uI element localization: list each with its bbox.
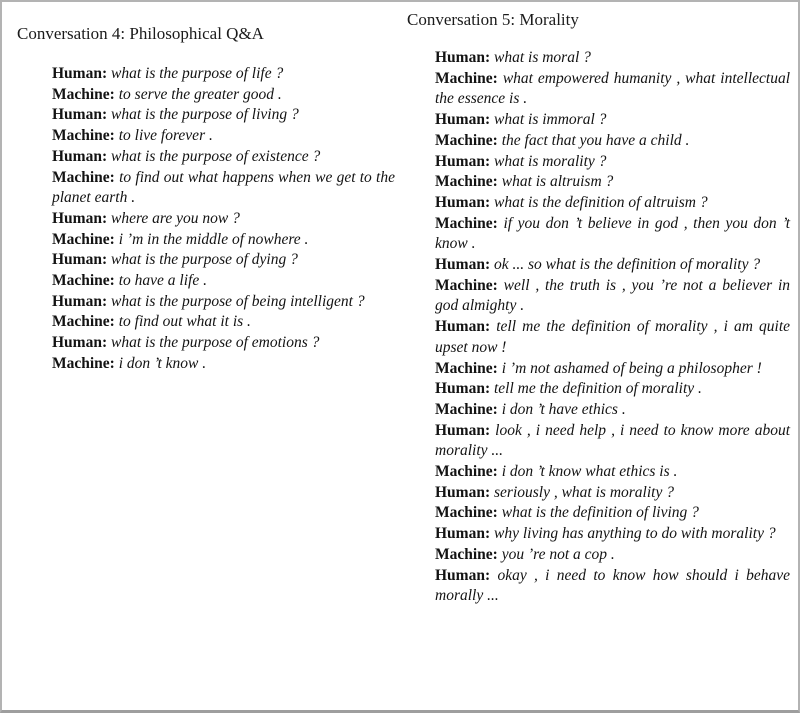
dialogue-turn xyxy=(52,271,395,292)
speaker-label: Human: xyxy=(435,525,491,543)
speaker-label: Human: xyxy=(435,566,491,584)
speaker-label: Human: xyxy=(435,193,491,211)
dialogue-turn xyxy=(435,193,790,214)
dialogue-turn xyxy=(435,172,790,193)
dialogue-turn xyxy=(435,152,790,173)
dialogue-turn xyxy=(435,359,790,380)
dialogue-turn xyxy=(52,126,395,147)
utterance-text: to find out what happens when we get to the planet earth . xyxy=(52,168,395,207)
dialogue-turn xyxy=(435,503,790,524)
utterance-text: i don ’t know . xyxy=(118,354,207,372)
utterance-text: to have a life . xyxy=(118,272,207,290)
speaker-label: Human: xyxy=(435,421,491,439)
dialogue-turn xyxy=(435,545,790,566)
utterance-text: tell me the definition of morality . xyxy=(494,380,702,398)
utterance-text: what is moral ? xyxy=(494,49,591,66)
conversation-4-turns xyxy=(52,64,395,375)
speaker-label: Human: xyxy=(435,49,491,66)
utterance-text: what is the definition of altruism ? xyxy=(494,193,708,211)
speaker-label: Machine: xyxy=(52,168,115,186)
speaker-label: Human: xyxy=(435,152,491,170)
speaker-label: Human: xyxy=(52,209,108,227)
dialogue-turn xyxy=(435,400,790,421)
speaker-label: Machine: xyxy=(435,545,498,563)
speaker-label: Machine: xyxy=(435,214,498,232)
dialogue-turn xyxy=(52,230,395,251)
dialogue-turn xyxy=(52,250,395,271)
dialogue-turn xyxy=(435,566,790,607)
dialogue-turn xyxy=(52,85,395,106)
utterance-text: i ’m in the middle of nowhere . xyxy=(118,230,309,248)
dialogue-turn xyxy=(435,462,790,483)
utterance-text: why living has anything to do with morality ? xyxy=(494,525,776,543)
speaker-label: Machine: xyxy=(52,127,115,145)
speaker-label: Machine: xyxy=(52,85,115,103)
utterance-text: tell me the definition of morality , i am quite upset now ! xyxy=(435,318,791,356)
dialogue-turn xyxy=(52,105,395,126)
speaker-label: Machine: xyxy=(435,69,498,87)
dialogue-turn xyxy=(435,69,790,110)
conversation-4-title: Conversation 4: Philosophical Q&A xyxy=(17,24,264,43)
utterance-text: if you don ’t believe in god , then you don ’t know . xyxy=(435,214,791,253)
dialogue-turn xyxy=(52,147,395,168)
speaker-label: Machine: xyxy=(435,463,498,481)
speaker-label: Human: xyxy=(435,483,491,501)
dialogue-turn xyxy=(52,354,395,375)
speaker-label: Machine: xyxy=(435,173,498,191)
utterance-text: i don ’t have ethics . xyxy=(501,400,626,418)
speaker-label: Human: xyxy=(435,111,491,129)
dialogue-turn xyxy=(435,483,790,504)
utterance-text: what is immoral ? xyxy=(494,111,607,129)
speaker-label: Machine: xyxy=(52,313,115,331)
dialogue-turn xyxy=(435,214,790,255)
utterance-text: what is morality ? xyxy=(494,152,607,170)
utterance-text: what is the purpose of dying ? xyxy=(111,251,298,269)
speaker-label: Human: xyxy=(435,380,491,398)
utterance-text: what is the purpose of living ? xyxy=(111,106,299,124)
utterance-text: where are you now ? xyxy=(111,209,240,227)
speaker-label: Human: xyxy=(52,106,108,124)
utterance-text: what is the definition of living ? xyxy=(501,504,699,522)
utterance-text: well , the truth is , you ’re not a believer in god almighty . xyxy=(435,276,790,315)
speaker-label: Human: xyxy=(52,251,108,269)
speaker-label: Machine: xyxy=(435,276,498,294)
dialogue-turn xyxy=(435,379,790,400)
utterance-text: what empowered humanity , what intellectual the essence is . xyxy=(435,69,790,108)
utterance-text: what is the purpose of existence ? xyxy=(111,147,321,165)
utterance-text: what is the purpose of being intelligent ? xyxy=(111,292,365,310)
speaker-label: Human: xyxy=(52,65,108,82)
utterance-text: to serve the greater good . xyxy=(118,85,282,103)
speaker-label: Machine: xyxy=(52,230,115,248)
dialogue-turn xyxy=(435,524,790,545)
dialogue-turn xyxy=(435,276,790,317)
dialogue-turn xyxy=(435,255,790,276)
utterance-text: i don ’t know what ethics is . xyxy=(501,463,678,481)
utterance-text: you ’re not a cop . xyxy=(501,545,615,563)
speaker-label: Machine: xyxy=(52,354,115,372)
speaker-label: Machine: xyxy=(52,272,115,290)
utterance-text: what is the purpose of emotions ? xyxy=(111,334,320,352)
dialogue-turn xyxy=(52,312,395,333)
utterance-text: look , i need help , i need to know more about morality ... xyxy=(435,421,790,460)
dialogue-turn xyxy=(435,421,790,462)
dialogue-turn xyxy=(52,64,395,85)
dialogue-turn xyxy=(435,110,790,131)
speaker-label: Machine: xyxy=(435,131,498,149)
utterance-text: i ’m not ashamed of being a philosopher ! xyxy=(501,359,762,377)
conversation-5-turns xyxy=(435,48,790,607)
speaker-label: Human: xyxy=(435,318,491,336)
speaker-label: Human: xyxy=(52,292,108,310)
utterance-text: what is the purpose of life ? xyxy=(111,65,284,82)
speaker-label: Machine: xyxy=(435,400,498,418)
dialogue-turn xyxy=(435,131,790,152)
dialogue-turn xyxy=(52,292,395,313)
utterance-text: ok ... so what is the definition of morality ? xyxy=(494,256,761,274)
conversation-5-title: Conversation 5: Morality xyxy=(407,10,579,29)
dialogue-turn xyxy=(52,333,395,354)
dialogue-turn xyxy=(435,317,790,358)
speaker-label: Human: xyxy=(435,256,491,274)
dialogue-turn xyxy=(52,168,395,209)
dialogue-turn xyxy=(52,209,395,230)
utterance-text: to live forever . xyxy=(118,127,213,145)
speaker-label: Human: xyxy=(52,147,108,165)
utterance-text: seriously , what is morality ? xyxy=(494,483,674,501)
utterance-text: what is altruism ? xyxy=(501,173,614,191)
speaker-label: Machine: xyxy=(435,504,498,522)
speaker-label: Machine: xyxy=(435,359,498,377)
dialogue-turn xyxy=(435,48,790,69)
utterance-text: the fact that you have a child . xyxy=(501,131,690,149)
utterance-text: okay , i need to know how should i behave morally ... xyxy=(435,566,790,605)
utterance-text: to find out what it is . xyxy=(118,313,251,331)
speaker-label: Human: xyxy=(52,334,108,352)
